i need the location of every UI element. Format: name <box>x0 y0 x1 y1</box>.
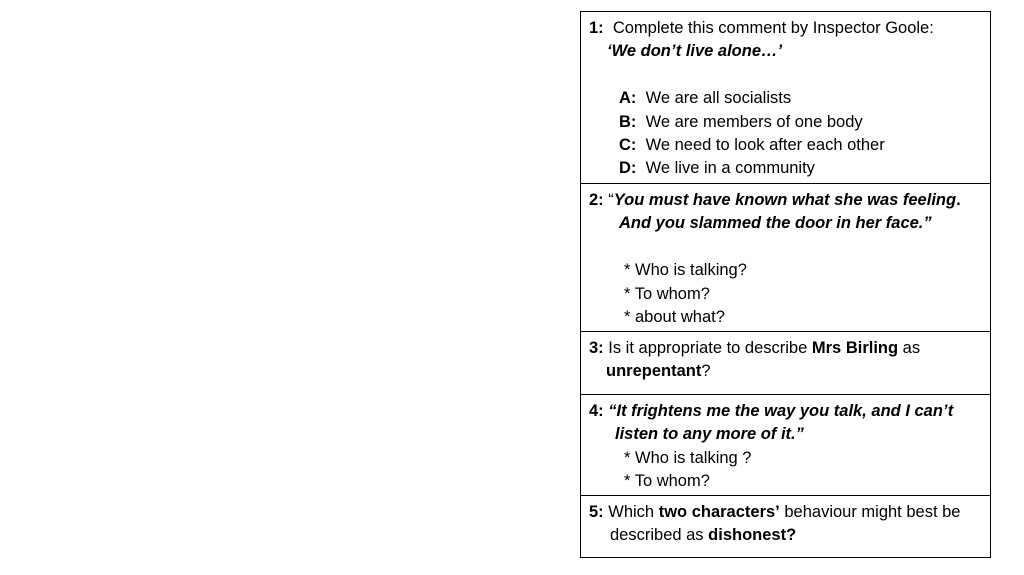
option-c-letter: C: <box>619 136 637 155</box>
option-a <box>589 87 982 110</box>
question-2-quote-line-2 <box>589 212 982 235</box>
question-5-text-c: described as <box>610 526 704 545</box>
spacer <box>589 64 982 87</box>
option-d-text: We live in a community <box>645 159 815 178</box>
question-2-open-quote: “ <box>608 191 614 209</box>
option-c-text: We need to look after each other <box>645 136 885 155</box>
question-3-end: ? <box>701 362 711 381</box>
question-2-quote-line-1 <box>589 189 982 212</box>
option-b-letter: B: <box>619 112 637 131</box>
option-b <box>589 111 982 134</box>
question-4-quote-part-1: “It frightens me the way you talk, and I can’t <box>608 402 954 420</box>
question-3-word: unrepentant <box>606 362 702 381</box>
question-4-cell <box>581 395 990 496</box>
question-5-text-b: behaviour might best be <box>784 503 961 521</box>
question-3-name: Mrs Birling <box>811 339 899 357</box>
question-4-bullet: * To whom? <box>624 472 710 491</box>
question-2-bullet: * about what? <box>624 308 725 327</box>
question-5-bold-b: dishonest? <box>708 526 797 545</box>
question-2-quote-part-1: You must have known what she was feeling <box>613 191 957 209</box>
option-d <box>589 157 982 180</box>
question-3-text-b: as <box>902 339 921 357</box>
option-b-text: We are members of one body <box>645 112 863 131</box>
question-4-quote-line-1 <box>589 400 982 423</box>
question-4-number: 4: <box>589 402 604 420</box>
question-5-cell <box>581 496 990 557</box>
question-2-quote-part-2: And you slammed the door in her face. <box>619 214 924 233</box>
spacer <box>589 236 982 259</box>
question-2-bullet: * Who is talking? <box>624 261 747 280</box>
question-2-period: . <box>956 191 961 209</box>
question-3-text-a: Is it appropriate to describe <box>608 339 808 357</box>
option-a-letter: A: <box>619 89 637 108</box>
question-1-prompt-line <box>589 17 982 40</box>
option-a-text: We are all socialists <box>645 89 792 108</box>
question-4-quote-part-2: listen to any more of it.” <box>615 425 804 444</box>
question-3-cell <box>581 332 990 395</box>
option-c <box>589 134 982 157</box>
question-3-line-2 <box>589 360 982 383</box>
question-5-number: 5: <box>589 503 604 521</box>
question-2-close-quote: ” <box>923 214 932 233</box>
question-1-quote-line <box>589 40 982 63</box>
question-5-text-a: Which <box>608 503 655 521</box>
question-1-quote: ‘We don’t live alone…’ <box>607 42 783 61</box>
question-5-line-1 <box>589 501 982 524</box>
question-1-cell <box>581 12 990 184</box>
question-5-bold-a: two characters’ <box>658 503 780 521</box>
question-4-bullet: * Who is talking ? <box>624 448 752 467</box>
question-5-line-2 <box>589 524 982 547</box>
quiz-table <box>580 11 991 558</box>
question-2-bullet: * To whom? <box>624 284 710 303</box>
question-4-quote-line-2 <box>589 423 982 446</box>
question-1-number: 1: <box>589 19 604 37</box>
option-d-letter: D: <box>619 159 637 178</box>
question-2-cell <box>581 184 990 332</box>
question-1-prompt: Complete this comment by Inspector Goole: <box>612 19 934 37</box>
question-3-line-1 <box>589 337 982 360</box>
question-2-number: 2: <box>589 191 604 209</box>
question-3-number: 3: <box>589 339 604 357</box>
